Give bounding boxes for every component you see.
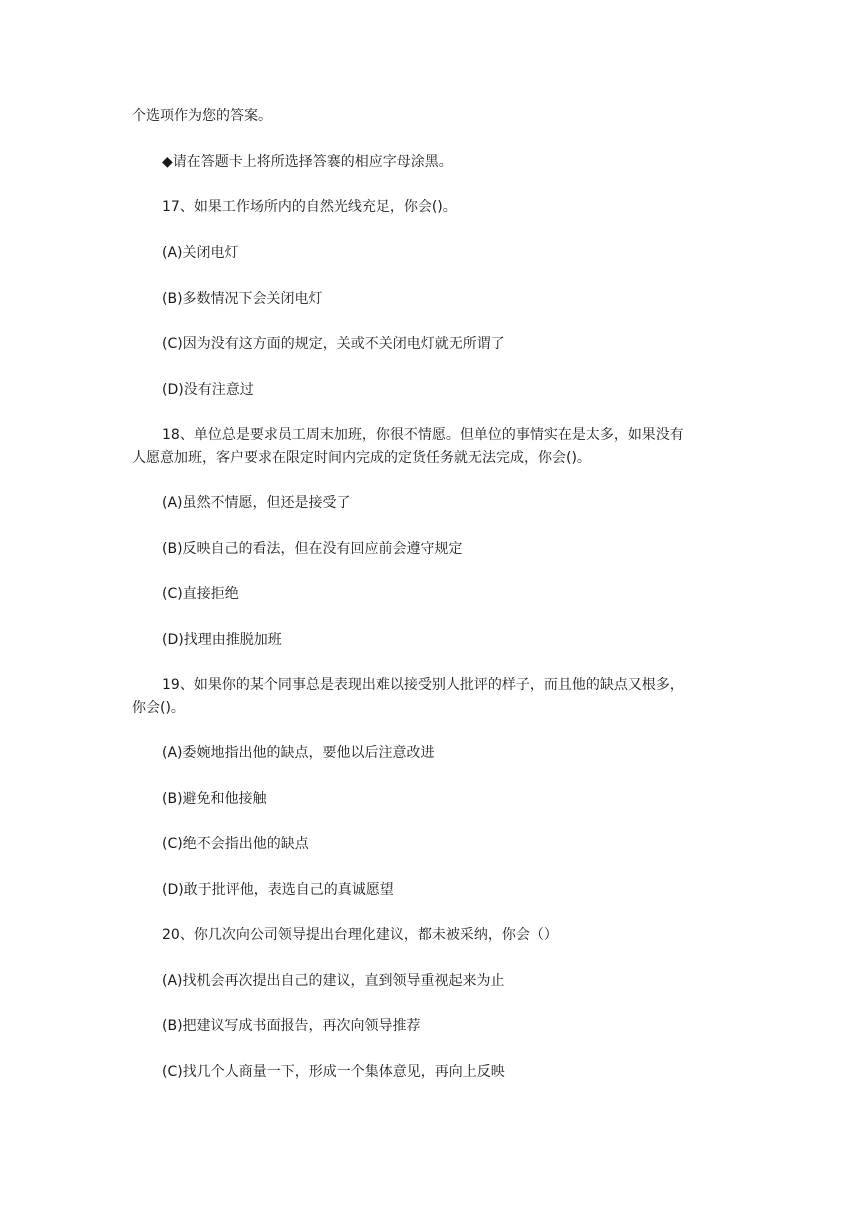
instruction-line: ◆请在答题卡上将所选择答褰的相应字母涂黑。 [162, 154, 453, 170]
question-18-line-1: 18、单位总是要求员工周末加班，你很不情愿。但单位的事情实在是太多，如果没有 [162, 427, 684, 443]
q19-option-b: (B)避免和他接触 [162, 791, 267, 807]
q18-option-b: (B)反映自己的看法，但在没有回应前会遵守规定 [162, 541, 463, 557]
q17-option-b: (B)多数情况下会关闭电灯 [162, 291, 323, 307]
intro-line-1: 个选项作为您的答案。 [132, 108, 272, 124]
q17-option-d: (D)没有注意过 [162, 382, 254, 398]
q19-option-d: (D)敢于批评他，表选自己的真诚愿望 [162, 882, 394, 898]
q17-option-a: (A)关闭电灯 [162, 245, 239, 261]
q19-option-a: (A)委婉地指出他的缺点，要他以后注意改进 [162, 745, 435, 761]
q20-option-b: (B)把建议写成书面报告，再次向领导推荐 [162, 1018, 421, 1034]
question-20: 20、你几次向公司领导提出台理化建议，都未被采纳，你会（） [162, 927, 558, 943]
question-18-line-2: 人愿意加班，客户要求在限定时间内完成的定货任务就无法完成，你会()。 [132, 450, 591, 466]
question-19-line-2: 你会()。 [132, 700, 185, 716]
q20-option-c: (C)找几个人商量一下，形成一个集体意见，再向上反映 [162, 1064, 505, 1080]
q20-option-a: (A)找机会再次提出自己的建议，直到领导重视起来为止 [162, 973, 505, 989]
q18-option-a: (A)虽然不情愿，但还是接受了 [162, 495, 351, 511]
q17-option-c: (C)因为没有这方面的规定，关或不关闭电灯就无所谓了 [162, 336, 505, 352]
q18-option-c: (C)直接拒绝 [162, 586, 239, 602]
q18-option-d: (D)找理由推脱加班 [162, 632, 282, 648]
question-17: 17、如果工作场所内的自然光线充足，你会()。 [162, 199, 457, 215]
q19-option-c: (C)绝不会指出他的缺点 [162, 836, 309, 852]
question-19-line-1: 19、如果你的某个同事总是表现出难以接受别人批评的样子，而且他的缺点又根多， [162, 677, 684, 693]
